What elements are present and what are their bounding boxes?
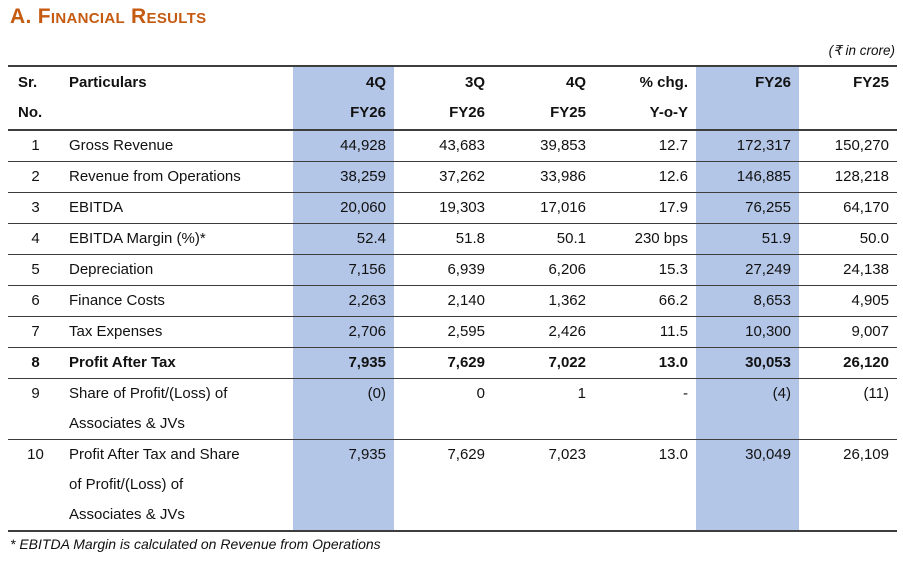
header-line: FY26	[755, 74, 791, 91]
cell-sr-no: 2	[31, 168, 40, 185]
cell-sr-no: 7	[31, 323, 40, 340]
cell-sr-no: 8	[31, 354, 40, 371]
cell-value: 33,986	[540, 168, 586, 185]
header-sr-no	[8, 66, 63, 130]
header-line: No.	[18, 104, 43, 121]
cell-value: 44,928	[293, 130, 394, 162]
cell-value: 7,023	[548, 446, 586, 463]
page-title: A. Financial Results	[10, 5, 207, 28]
cell-value: 2,140	[447, 292, 485, 309]
cell-sr-no: 1	[31, 137, 40, 154]
cell-value: (0)	[293, 379, 394, 440]
table-row	[8, 348, 897, 379]
cell-value: 27,249	[696, 255, 799, 286]
header-3q-fy26	[394, 66, 493, 130]
cell-value: (11)	[863, 385, 889, 402]
cell-value: 128,218	[834, 168, 889, 185]
cell-value: 37,262	[439, 168, 485, 185]
cell-value: 2,595	[447, 323, 485, 340]
particulars-line: of Profit/(Loss) of	[69, 476, 184, 493]
header-line: FY25	[853, 74, 889, 91]
cell-value: 7,629	[447, 354, 485, 371]
cell-value: 172,317	[696, 130, 799, 162]
particulars-line: Depreciation	[69, 261, 154, 278]
header-line: Sr.	[18, 74, 38, 91]
cell-value: 11.5	[659, 323, 688, 340]
cell-value: 76,255	[696, 193, 799, 224]
cell-value: 8,653	[696, 286, 799, 317]
header-particulars	[63, 66, 293, 130]
particulars-line: EBITDA	[69, 199, 124, 216]
cell-particulars	[63, 440, 293, 532]
particulars-line: Associates & JVs	[69, 506, 185, 523]
cell-value: 6,206	[548, 261, 586, 278]
particulars-line: Tax Expenses	[69, 323, 163, 340]
currency-unit-note: (₹ in crore)	[828, 43, 895, 58]
ebitda-margin-footnote: * EBITDA Margin is calculated on Revenue from Operations	[10, 536, 381, 552]
table-row	[8, 162, 897, 193]
particulars-line: Share of Profit/(Loss) of	[69, 385, 228, 402]
cell-particulars	[63, 224, 293, 255]
header-line: Particulars	[69, 74, 147, 91]
table-row	[8, 193, 897, 224]
cell-value: 24,138	[843, 261, 889, 278]
cell-particulars	[63, 162, 293, 193]
cell-sr-no: 9	[31, 385, 40, 402]
cell-value: 50.1	[556, 230, 586, 247]
cell-value: 1,362	[548, 292, 586, 309]
header-4q-fy26	[293, 66, 394, 130]
cell-value: 51.9	[696, 224, 799, 255]
cell-particulars	[63, 286, 293, 317]
cell-particulars	[63, 379, 293, 440]
table-row	[8, 286, 897, 317]
particulars-line: Profit After Tax	[69, 354, 176, 371]
particulars-line: Gross Revenue	[69, 137, 174, 154]
header-line: 3Q	[464, 74, 485, 91]
cell-value: 43,683	[439, 137, 485, 154]
cell-value: 15.3	[658, 261, 688, 278]
cell-value: 10,300	[696, 317, 799, 348]
cell-value: 7,156	[293, 255, 394, 286]
cell-value: 230 bps	[634, 230, 688, 247]
header-fy25	[799, 66, 897, 130]
particulars-line: Finance Costs	[69, 292, 165, 309]
table-row	[8, 440, 897, 532]
cell-value: 26,109	[843, 446, 889, 463]
particulars-line: Associates & JVs	[69, 415, 185, 432]
cell-value: 2,426	[548, 323, 586, 340]
particulars-line: EBITDA Margin (%)*	[69, 230, 206, 247]
table-row	[8, 317, 897, 348]
header-line: 4Q	[565, 74, 586, 91]
cell-value: 7,629	[447, 446, 485, 463]
header-4q-fy25	[493, 66, 594, 130]
cell-value: 13.0	[658, 446, 688, 463]
cell-value: (4)	[696, 379, 799, 440]
cell-value: 17.9	[658, 199, 688, 216]
particulars-line: Profit After Tax and Share	[69, 446, 240, 463]
cell-value: 50.0	[859, 230, 889, 247]
header-pct-chg-yoy	[594, 66, 696, 130]
table-row	[8, 379, 897, 440]
header-row	[8, 66, 897, 130]
cell-value: 39,853	[540, 137, 586, 154]
header-line: FY25	[550, 104, 586, 121]
cell-value: 2,706	[293, 317, 394, 348]
cell-value: 13.0	[658, 354, 688, 371]
cell-sr-no: 10	[27, 446, 44, 463]
header-fy26	[696, 66, 799, 130]
table-body	[8, 130, 897, 531]
cell-value: 4,905	[851, 292, 889, 309]
cell-value: 12.6	[658, 168, 688, 185]
cell-particulars	[63, 193, 293, 224]
cell-value: 30,049	[696, 440, 799, 532]
cell-value: 1	[577, 385, 586, 402]
cell-particulars	[63, 255, 293, 286]
cell-particulars	[63, 348, 293, 379]
cell-value: 150,270	[834, 137, 889, 154]
table-header	[8, 66, 897, 130]
cell-value: 9,007	[851, 323, 889, 340]
cell-sr-no: 5	[31, 261, 40, 278]
cell-value: 0	[476, 385, 485, 402]
cell-value: 7,022	[548, 354, 586, 371]
cell-value: 20,060	[293, 193, 394, 224]
cell-value: -	[683, 385, 688, 402]
cell-value: 7,935	[293, 348, 394, 379]
cell-value: 52.4	[293, 224, 394, 255]
cell-sr-no: 4	[31, 230, 40, 247]
particulars-line: Revenue from Operations	[69, 168, 241, 185]
header-line: FY26	[350, 104, 386, 121]
financial-results-table	[8, 65, 897, 532]
header-line: Y-o-Y	[649, 104, 688, 121]
cell-value: 64,170	[843, 199, 889, 216]
cell-value: 146,885	[696, 162, 799, 193]
cell-value: 19,303	[439, 199, 485, 216]
cell-value: 66.2	[658, 292, 688, 309]
header-line: 4Q	[365, 74, 386, 91]
table-row	[8, 255, 897, 286]
cell-particulars	[63, 317, 293, 348]
cell-value: 12.7	[658, 137, 688, 154]
cell-value: 2,263	[293, 286, 394, 317]
cell-value: 30,053	[696, 348, 799, 379]
cell-value: 6,939	[447, 261, 485, 278]
table-row	[8, 224, 897, 255]
cell-value: 7,935	[293, 440, 394, 532]
cell-value: 26,120	[843, 354, 889, 371]
cell-value: 38,259	[293, 162, 394, 193]
cell-value: 51.8	[455, 230, 485, 247]
header-line: FY26	[449, 104, 485, 121]
table-row	[8, 130, 897, 162]
cell-sr-no: 6	[31, 292, 40, 309]
header-line: % chg.	[639, 74, 688, 91]
cell-sr-no: 3	[31, 199, 40, 216]
cell-particulars	[63, 130, 293, 162]
cell-value: 17,016	[540, 199, 586, 216]
